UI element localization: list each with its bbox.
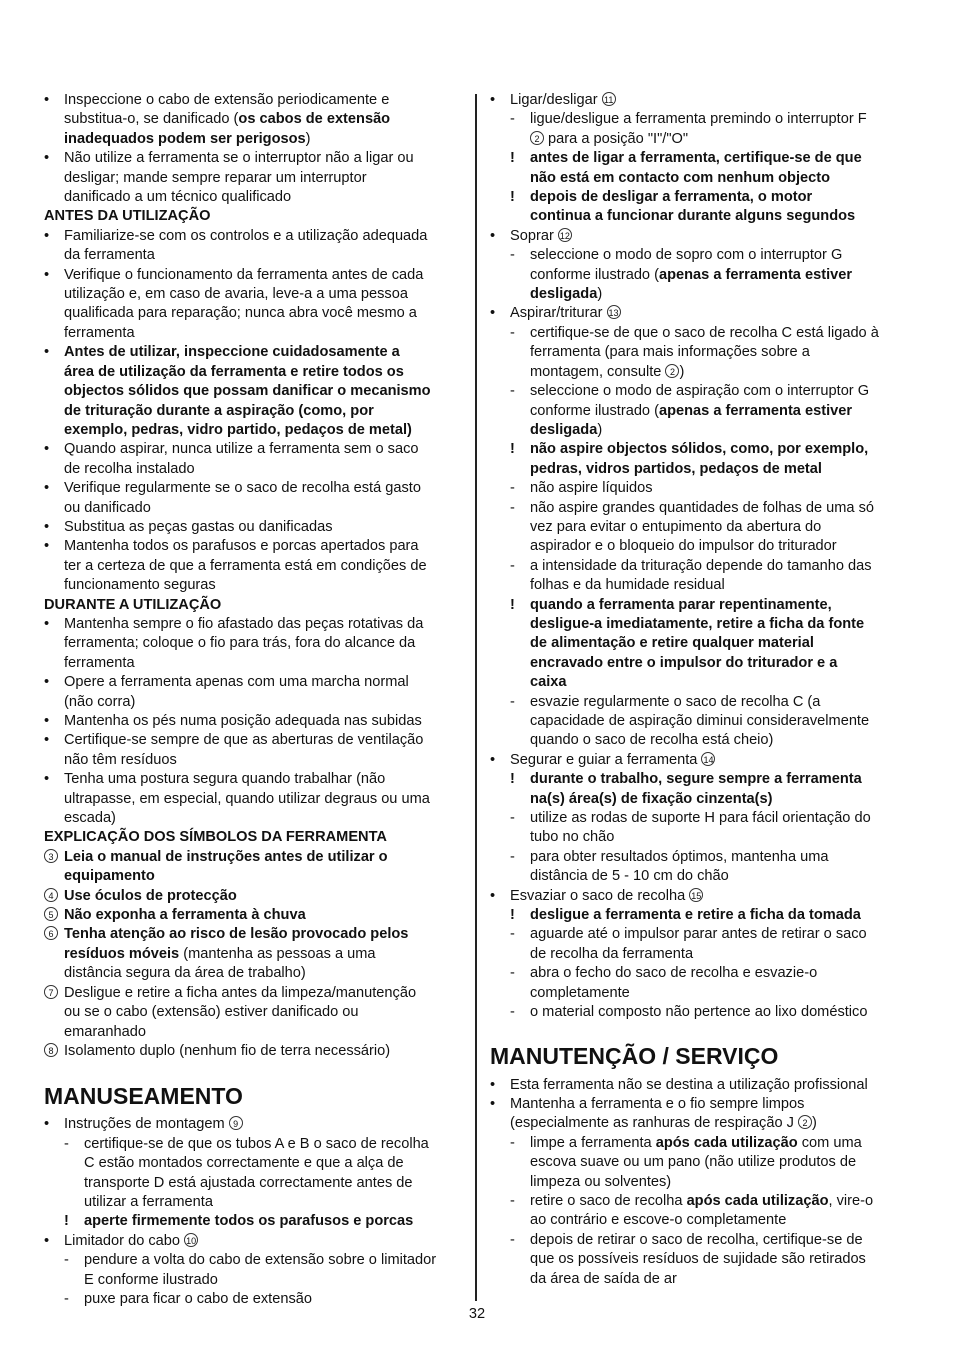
- bullet-marker: •: [44, 518, 50, 535]
- bold-text: pedras, vidros partidos, pedaços de metal: [530, 460, 822, 477]
- bold-text: na(s) área(s) de fixação cinzenta(s): [530, 790, 773, 807]
- text-line: funcionamento seguras: [64, 577, 216, 594]
- dash-marker: -: [510, 848, 515, 865]
- text-line: - esvazie regularmente o saco de recolha C (a: [490, 693, 908, 712]
- bold-text: resíduos móveis: [64, 945, 180, 962]
- text-line: ter a certeza de que a ferramenta está em condições de: [64, 557, 427, 574]
- dash-marker: -: [510, 499, 515, 516]
- text-line: tubo no chão: [530, 829, 615, 846]
- text-line: ou se o cabo (extensão) estiver danificado ou: [64, 1004, 359, 1021]
- figure-reference-icon: 15: [689, 888, 703, 902]
- bold-text: exemplo, pedras, vidro partido, pedaços de metal): [64, 421, 412, 438]
- bold-text: ANTES DA UTILIZAÇÃO: [44, 208, 211, 225]
- text-line: • Mantenha a ferramenta e o fio sempre limpos: [490, 1095, 908, 1114]
- text-line: [490, 207, 908, 226]
- bold-text: EXPLICAÇÃO DOS SÍMBOLOS DA FERRAMENTA: [44, 829, 387, 846]
- text-line: montagem, consulte 2 ): [530, 363, 685, 380]
- text-line: • Mantenha sempre o fio afastado das peças rotativas da: [44, 615, 464, 634]
- bullet-marker: •: [490, 227, 496, 244]
- text-line: completamente: [530, 984, 630, 1001]
- text-line: de recolha instalado: [64, 460, 195, 477]
- text-line: [44, 867, 464, 886]
- figure-reference-icon: 11: [602, 92, 616, 106]
- text-line: - seleccione o modo de aspiração com o interruptor G: [490, 382, 908, 401]
- text-line: não têm resíduos: [64, 751, 177, 768]
- text-line: [490, 673, 908, 692]
- text-line: conforme ilustrado (apenas a ferramenta estiver: [530, 402, 853, 419]
- bold-text: Não exponha a ferramenta à chuva: [64, 907, 306, 924]
- bold-text: apenas a ferramenta estiver: [658, 402, 853, 419]
- text-line: - o material composto não pertence ao lixo doméstico: [490, 1003, 908, 1022]
- dash-marker: -: [510, 965, 515, 982]
- text-line: quando o saco de recolha está cheio): [530, 732, 774, 749]
- text-line: E conforme ilustrado: [84, 1271, 218, 1288]
- text-line: [490, 460, 908, 479]
- text-line: - certifique-se de que o saco de recolha C está ligado à: [490, 324, 908, 343]
- text-line: [44, 887, 464, 906]
- text-line: [490, 906, 908, 925]
- dash-marker: -: [510, 1134, 515, 1151]
- text-line: (especialmente as ranhuras de respiração J 2 ): [510, 1115, 817, 1132]
- text-line: • Substitua as peças gastas ou danificadas: [44, 518, 464, 537]
- text-line: • Não utilize a ferramenta se o interruptor não a ligar ou: [44, 149, 464, 168]
- text-line: escova suave ou um pano (não utilize produtos de: [530, 1154, 857, 1171]
- text-line: • Verifique regularmente se o saco de recolha está gasto: [44, 479, 464, 498]
- bold-text: de trituração durante a aspiração (como, por: [64, 402, 374, 419]
- bold-text: caixa: [530, 674, 567, 691]
- text-line: [44, 363, 464, 382]
- dash-marker: -: [64, 1290, 69, 1307]
- bold-text: não aspire objectos sólidos, como, por exemplo,: [530, 441, 869, 458]
- text-line: - retire o saco de recolha após cada utilização, vire-o: [490, 1192, 908, 1211]
- text-line: [490, 440, 908, 459]
- text-line: - ligue/desligue a ferramenta premindo o interruptor F: [490, 110, 908, 129]
- right-column: [490, 91, 908, 1289]
- warning-marker: !: [510, 150, 515, 167]
- text-line: • Mantenha todos os parafusos e porcas apertados para: [44, 537, 464, 556]
- text-line: • Aspirar/triturar 13: [490, 304, 908, 323]
- text-line: - pendure a volta do cabo de extensão sobre o limitador: [44, 1251, 464, 1270]
- text-line: - utilize as rodas de suporte H para fácil orientação do: [490, 809, 908, 828]
- text-line: • Esvaziar o saco de recolha 15: [490, 887, 908, 906]
- text-line: [44, 1212, 464, 1231]
- bold-text: depois de desligar a ferramenta, o motor: [530, 189, 813, 206]
- text-line: C estão montados correctamente e que a alça de: [84, 1155, 404, 1172]
- figure-reference-icon: 2: [665, 364, 679, 378]
- text-line: capacidade de aspiração diminui consideravelmente: [530, 713, 870, 729]
- figure-reference-icon: 2: [530, 131, 544, 145]
- text-line: [44, 925, 464, 944]
- bold-text: continua a funcionar durante alguns segundos: [530, 208, 856, 225]
- text-line: [490, 188, 908, 207]
- text-line: • Opere a ferramenta apenas com uma marcha normal: [44, 673, 464, 692]
- text-line: [490, 654, 908, 673]
- bold-text: não está em contacto com nenhum objecto: [530, 169, 831, 186]
- text-line: - depois de retirar o saco de recolha, certifique-se de: [490, 1231, 908, 1250]
- text-line: desligar; mande sempre reparar um interruptor: [64, 169, 367, 186]
- text-line: [44, 828, 464, 847]
- text-line: • Soprar 12: [490, 227, 908, 246]
- dash-marker: -: [510, 247, 515, 264]
- bold-text: de alimentação e retire qualquer material: [530, 635, 814, 652]
- text-line: aspirador e o bloqueio do impulsor do triturador: [530, 538, 837, 555]
- text-line: • Ligar/desligar 11: [490, 91, 908, 110]
- bullet-marker: •: [44, 441, 50, 458]
- dash-marker: -: [510, 926, 515, 943]
- warning-marker: !: [510, 441, 515, 458]
- text-line: - a intensidade da trituração depende do tamanho das: [490, 557, 908, 576]
- text-line: [490, 615, 908, 634]
- text-line: qualificada para reparação; nunca abra você mesmo a: [64, 305, 417, 322]
- text-line: distância de 5 - 10 cm do chão: [530, 868, 729, 885]
- column-divider: [475, 94, 477, 1301]
- text-line: conforme ilustrado (apenas a ferramenta estiver: [530, 266, 853, 283]
- text-line: ferramenta: [64, 654, 135, 671]
- bold-text: encravado entre o impulsor do triturador e a: [530, 654, 838, 671]
- text-line: desligada): [530, 286, 603, 303]
- dash-marker: -: [510, 324, 515, 341]
- dash-marker: -: [510, 1192, 515, 1209]
- figure-reference-icon: 2: [798, 1115, 812, 1129]
- text-line: de recolha da ferramenta: [530, 945, 694, 962]
- dash-marker: -: [510, 383, 515, 400]
- warning-marker: !: [510, 907, 515, 924]
- bullet-marker: •: [44, 771, 50, 788]
- bullet-marker: •: [44, 344, 50, 361]
- figure-reference-icon: 10: [184, 1233, 198, 1247]
- bullet-marker: •: [44, 732, 50, 749]
- warning-marker: !: [510, 189, 515, 206]
- warning-marker: !: [64, 1213, 69, 1230]
- figure-reference-icon: 5: [44, 907, 58, 921]
- text-line: utilizar a ferramenta: [84, 1193, 213, 1210]
- text-line: que os possíveis resíduos de sujidade são retirados: [530, 1251, 866, 1268]
- text-line: [490, 169, 908, 188]
- text-line: • Tenha uma postura segura quando trabalhar (não: [44, 770, 464, 789]
- bold-text: aperte firmemente todos os parafusos e porcas: [84, 1213, 414, 1230]
- text-line: ferramenta; coloque o fio para trás, fora do alcance da: [64, 635, 416, 652]
- text-line: [44, 848, 464, 867]
- text-line: • Instruções de montagem 9: [44, 1115, 464, 1134]
- bullet-marker: •: [44, 1232, 50, 1249]
- text-line: [44, 382, 464, 401]
- text-line: 2 para a posição "I"/"O": [490, 130, 908, 149]
- text-line: - puxe para ficar o cabo de extensão: [44, 1290, 464, 1309]
- bold-text: Leia o manual de instruções antes de utilizar o: [64, 848, 388, 865]
- text-line: [44, 596, 464, 615]
- text-line: - não aspire líquidos: [490, 479, 908, 498]
- text-line: [490, 770, 908, 789]
- warning-marker: !: [510, 771, 515, 788]
- text-line: transporte D está ajustada correctamente antes de: [84, 1174, 413, 1191]
- text-line: - seleccione o modo de sopro com o interruptor G: [490, 246, 908, 265]
- dash-marker: -: [510, 693, 515, 710]
- bullet-marker: •: [490, 887, 496, 904]
- text-line: [44, 343, 464, 362]
- text-line: [44, 207, 464, 226]
- text-line: da área de saída de ar: [530, 1270, 677, 1287]
- text-line: • Certifique-se sempre de que as aberturas de ventilação: [44, 731, 464, 750]
- text-line: danificado a um técnico qualificado: [64, 189, 292, 206]
- text-line: ultrapasse, em especial, quando utilizar degraus ou uma: [64, 790, 430, 807]
- dash-marker: -: [64, 1135, 69, 1152]
- figure-reference-icon: 4: [44, 888, 58, 902]
- bullet-marker: •: [44, 615, 50, 632]
- figure-reference-icon: 7: [44, 985, 58, 999]
- figure-reference-icon: 6: [44, 926, 58, 940]
- bold-text: DURANTE A UTILIZAÇÃO: [44, 596, 222, 613]
- text-line: (não corra): [64, 693, 136, 710]
- text-line: [490, 149, 908, 168]
- section-heading: MANUSEAMENTO: [44, 1083, 243, 1110]
- dash-marker: -: [510, 557, 515, 574]
- text-line: - abra o fecho do saco de recolha e esvazie-o: [490, 964, 908, 983]
- text-line: [44, 402, 464, 421]
- figure-reference-icon: 13: [607, 305, 621, 319]
- dash-marker: -: [510, 111, 515, 128]
- bullet-marker: •: [44, 713, 50, 729]
- bullet-marker: •: [44, 538, 50, 555]
- bold-text: objectos sólidos que possam danificar o mecanismo: [64, 383, 431, 400]
- text-line: - limpe a ferramenta após cada utilização com uma: [490, 1134, 908, 1153]
- text-line: distância segura da área de trabalho): [64, 965, 306, 982]
- text-line: [490, 634, 908, 653]
- page-number: 32: [468, 1306, 486, 1322]
- bold-text: desligue a ferramenta e retire a ficha da tomada: [530, 907, 861, 924]
- bold-text: área de utilização da ferramenta e retire todos os: [64, 363, 404, 380]
- text-line: • Mantenha os pés numa posição adequada nas subidas: [44, 712, 464, 731]
- text-line: - certifique-se de que os tubos A e B o saco de recolha: [44, 1135, 464, 1154]
- text-line: limpeza ou solventes): [530, 1173, 672, 1190]
- bullet-marker: •: [490, 1095, 496, 1112]
- figure-reference-icon: 9: [229, 1116, 243, 1130]
- bullet-marker: •: [44, 92, 50, 108]
- figure-reference-icon: 3: [44, 849, 58, 863]
- text-line: ferramenta: [64, 324, 135, 341]
- text-line: ao contrário e escove-o completamente: [530, 1212, 787, 1229]
- text-line: [44, 906, 464, 925]
- text-line: [490, 596, 908, 615]
- bullet-marker: •: [490, 1076, 496, 1093]
- text-line: vez para evitar o entupimento da abertura do: [530, 518, 822, 535]
- figure-reference-icon: 12: [558, 228, 572, 242]
- warning-marker: !: [510, 596, 515, 613]
- bold-text: desligue-a imediatamente, retire a ficha da fonte: [530, 615, 865, 632]
- dash-marker: -: [510, 1004, 515, 1021]
- bullet-marker: •: [44, 150, 50, 167]
- text-line: - não aspire grandes quantidades de folhas de uma só: [490, 499, 908, 518]
- text-line: • Inspeccione o cabo de extensão periodicamente e: [44, 91, 464, 110]
- text-line: 8 Isolamento duplo (nenhum fio de terra necessário): [44, 1042, 464, 1061]
- text-line: • Quando aspirar, nunca utilize a ferramenta sem o saco: [44, 440, 464, 459]
- bullet-marker: •: [490, 751, 496, 768]
- text-line: emaranhado: [64, 1023, 146, 1040]
- bold-text: após cada utilização: [655, 1134, 798, 1151]
- left-column: [44, 91, 464, 1309]
- dash-marker: -: [64, 1252, 69, 1269]
- bold-text: quando a ferramenta parar repentinamente,: [530, 596, 832, 613]
- figure-reference-icon: 8: [44, 1043, 58, 1057]
- text-line: ou danificado: [64, 499, 151, 516]
- bold-text: Use óculos de protecção: [64, 887, 237, 904]
- bold-text: durante o trabalho, segure sempre a ferramenta: [530, 771, 862, 788]
- bullet-marker: •: [44, 480, 50, 497]
- text-line: folhas e da humidade residual: [530, 577, 725, 594]
- text-line: inadequados podem ser perigosos): [64, 130, 311, 147]
- dash-marker: -: [510, 1231, 515, 1248]
- bold-text: desligada: [530, 421, 598, 438]
- text-line: - para obter resultados óptimos, mantenha uma: [490, 848, 908, 867]
- bullet-marker: •: [44, 266, 50, 283]
- bullet-marker: •: [44, 227, 50, 244]
- bold-text: equipamento: [64, 868, 155, 885]
- text-line: escada): [64, 810, 116, 827]
- text-line: • Verifique o funcionamento da ferramenta antes de cada: [44, 266, 464, 285]
- text-line: ferramenta (para mais informações sobre a: [530, 344, 810, 361]
- bullet-marker: •: [44, 674, 50, 691]
- text-line: desligada): [530, 421, 603, 438]
- dash-marker: -: [510, 480, 515, 497]
- bullet-marker: •: [44, 1116, 50, 1133]
- text-line: - aguarde até o impulsor parar antes de retirar o saco: [490, 925, 908, 944]
- text-line: 7 Desligue e retire a ficha antes da limpeza/manutenção: [44, 984, 464, 1003]
- bold-text: após cada utilização: [686, 1192, 829, 1209]
- text-line: [44, 421, 464, 440]
- bold-text: apenas a ferramenta estiver: [658, 266, 853, 283]
- text-line: utilização e, em caso de avaria, leve-a a uma pessoa: [64, 286, 408, 303]
- bullet-marker: •: [490, 92, 496, 108]
- bullet-marker: •: [490, 305, 496, 322]
- text-line: • Familiarize-se com os controlos e a utilização adequada: [44, 227, 464, 246]
- text-line: da ferramenta: [64, 247, 155, 264]
- dash-marker: -: [510, 810, 515, 827]
- text-line: • Segurar e guiar a ferramenta 14: [490, 751, 908, 770]
- text-line: • Limitador do cabo 10: [44, 1232, 464, 1251]
- bold-text: Tenha atenção ao risco de lesão provocado pelos: [64, 926, 409, 943]
- figure-reference-icon: 14: [701, 752, 715, 766]
- text-line: substitua-o, se danificado (os cabos de extensão: [64, 111, 391, 128]
- text-line: [490, 790, 908, 809]
- text-line: • Esta ferramenta não se destina a utilização profissional: [490, 1076, 908, 1095]
- bold-text: Antes de utilizar, inspeccione cuidadosamente a: [64, 344, 400, 361]
- section-heading: MANUTENÇÃO / SERVIÇO: [490, 1042, 779, 1069]
- bold-text: os cabos de extensão: [238, 111, 391, 128]
- text-line: resíduos móveis (mantenha as pessoas a uma: [64, 945, 376, 962]
- bold-text: antes de ligar a ferramenta, certifique-se de que: [530, 150, 862, 167]
- bold-text: desligada: [530, 286, 598, 303]
- bold-text: inadequados podem ser perigosos: [64, 130, 306, 147]
